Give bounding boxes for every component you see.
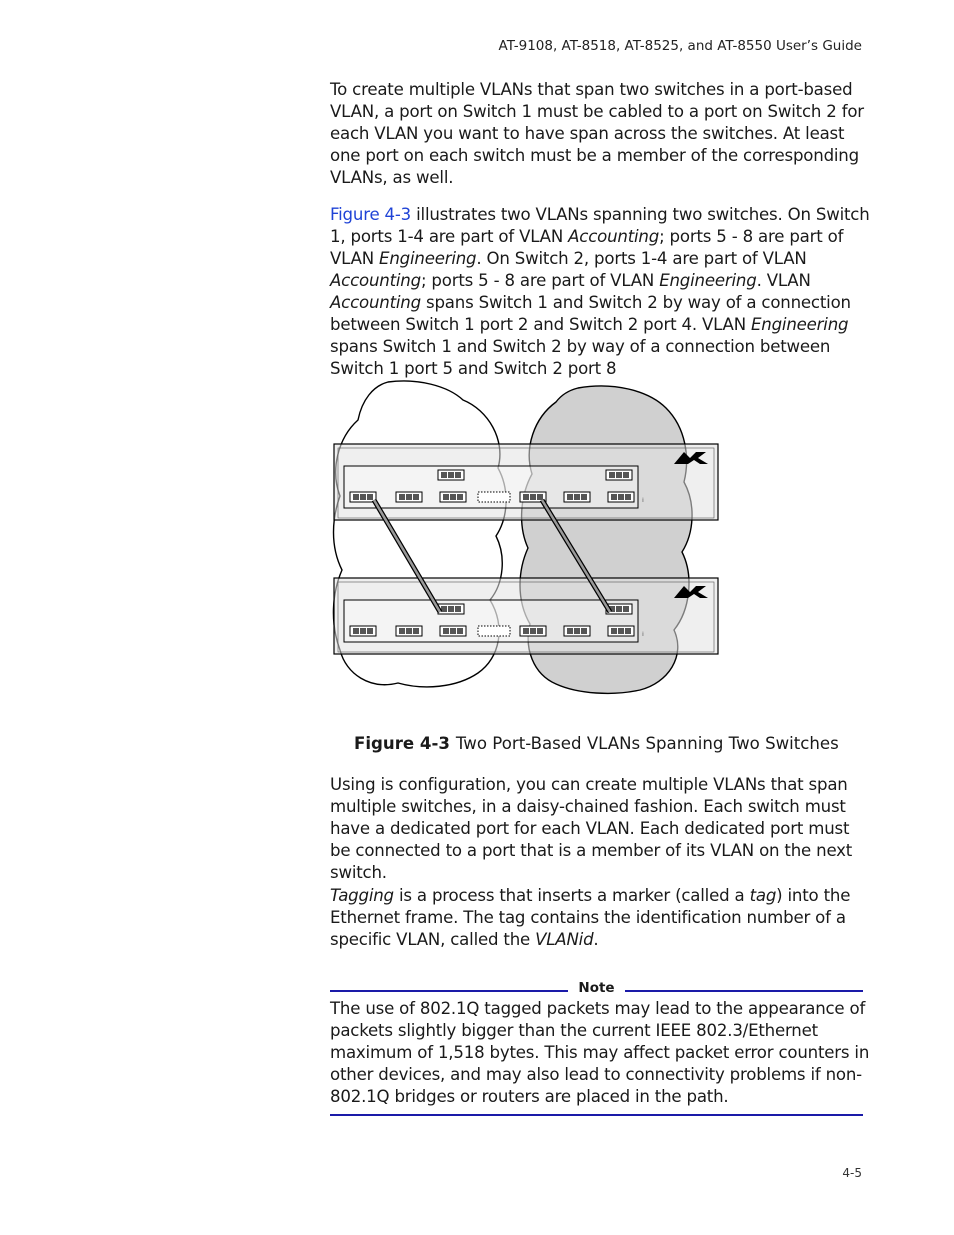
console-port: [478, 626, 510, 636]
console-port: [478, 492, 510, 502]
vlan-diagram: [328, 378, 728, 698]
status-led-icon: ⁞: [642, 631, 644, 638]
running-header: AT-9108, AT-8518, AT-8525, and AT-8550 User’s Guide: [498, 38, 862, 54]
paragraph-daisy-chain: Using is configuration, you can create multiple VLANs that span multiple switches, in a daisy-chained fashion. Each switch must have a dedicated port for each VLAN. Each dedicated port must be connected to a port that is a member of its VLAN on the next switch.: [330, 775, 853, 882]
figure-caption: Figure 4-3 Two Port-Based VLANs Spanning Two Switches: [354, 734, 839, 753]
note-title: Note: [578, 980, 615, 996]
switch-2: [334, 578, 718, 654]
note-rule-right: [625, 990, 863, 992]
paragraph-multiple-vlans: To create multiple VLANs that span two switches in a port-based VLAN, a port on Switch 1 must be cabled to a port on Switch 2 for each VLAN you want to have span across the switches. At least one port on each switch must be a member of the corresponding VLANs, as well.: [330, 80, 864, 187]
note-heading: [330, 980, 863, 1000]
note-rule-bottom: [330, 1114, 863, 1116]
status-led-icon: ⁞: [642, 497, 644, 504]
note-text: The use of 802.1Q tagged packets may lead to the appearance of packets slightly bigger than the current IEEE 802.3/Ethernet maximum of 1,518 bytes. This may affect packet error counters in other devices, and may also lead to connectivity problems if non-802.1Q bridges or routers are placed in the path.: [330, 999, 870, 1106]
paragraph-tagging: Tagging is a process that inserts a marker (called a tag) into the Ethernet frame. The tag contains the identification number of a specific VLAN, called the VLANid.: [330, 886, 851, 949]
switch-1: [334, 444, 718, 520]
page-number: 4-5: [842, 1166, 862, 1180]
paragraph-figure-description: Figure 4-3 illustrates two VLANs spanning two switches. On Switch 1, ports 1-4 are part of VLAN Accounting; ports 5 - 8 are part of VLAN Engineering. On Switch 2, ports 1-4 are part of VLAN Accounting; ports 5 - 8 are part of VLAN Engineering. VLAN Accounting spans Switch 1 and Switch 2 by way of a connection between Switch 1 port 2 and Switch 2 port 4. VLAN Engineering spans Switch 1 and Switch 2 by way of a connection between Switch 1 port 5 and Switch 2 port 8: [330, 205, 870, 378]
figure-reference-link[interactable]: Figure 4-3: [330, 205, 412, 224]
